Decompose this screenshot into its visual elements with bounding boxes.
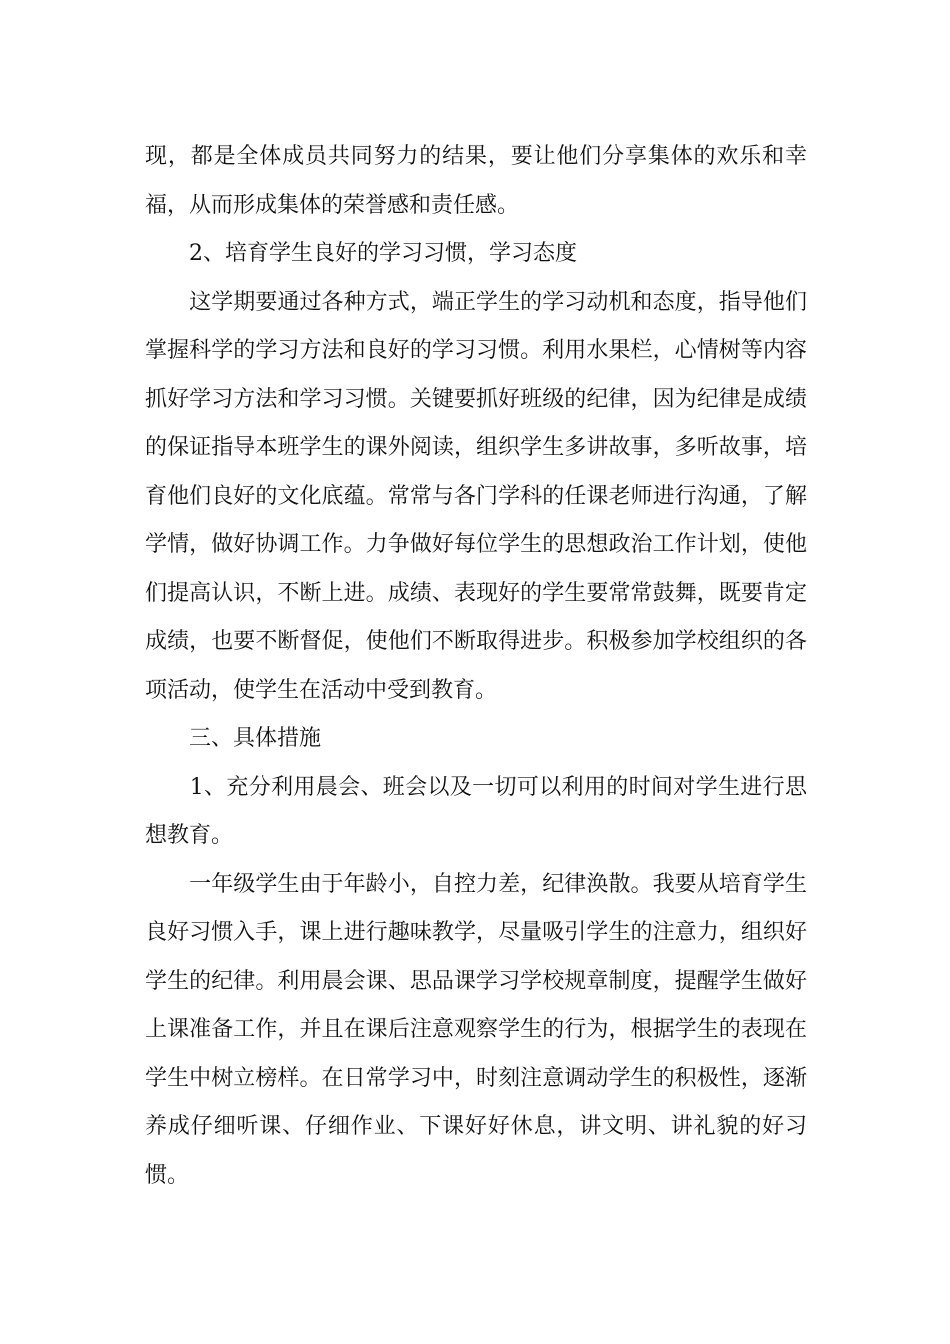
heading-specific-measures: 三、具体措施 <box>145 726 322 751</box>
heading-measure-1: 1、充分利用晨会、班会以及一切可以利用的时间对学生进行思想教育。 <box>145 774 807 848</box>
heading-study-habits: 2、培育学生良好的学习习惯，学习态度 <box>145 241 577 266</box>
paragraph-continuation: 现，都是全体成员共同努力的结果，要让他们分享集体的欢乐和幸福，从而形成集体的荣誉感和责任感。 <box>145 144 807 218</box>
paragraph-study-habits: 这学期要通过各种方式，端正学生的学习动机和态度，指导他们掌握科学的学习方法和良好的学习习惯。利用水果栏，心情树等内容抓好学习方法和学习习惯。关键要抓好班级的纪律，因为纪律是成绩的保证指导本班学生的课外阅读，组织学生多讲故事，多听故事，培育他们良好的文化底蕴。常常与各门学科的任课老师进行沟通，了解学情，做好协调工作。力争做好每位学生的思想政治工作计划，使他们提高认识，不断上进。成绩、表现好的学生要常常鼓舞，既要肯定成绩，也要不断督促，使他们不断取得进步。积极参加学校组织的各项活动，使学生在活动中受到教育。 <box>145 289 807 703</box>
document-body <box>145 133 807 1200</box>
paragraph-measure-1: 一年级学生由于年龄小，自控力差，纪律涣散。我要从培育学生良好习惯入手，课上进行趣味教学，尽量吸引学生的注意力，组织好学生的纪律。利用晨会课、思品课学习学校规章制度，提醒学生做好上课准备工作，并且在课后注意观察学生的行为，根据学生的表现在学生中树立榜样。在日常学习中，时刻注意调动学生的积极性，逐渐养成仔细听课、仔细作业、下课好好休息，讲文明、讲礼貌的好习惯。 <box>145 871 807 1188</box>
